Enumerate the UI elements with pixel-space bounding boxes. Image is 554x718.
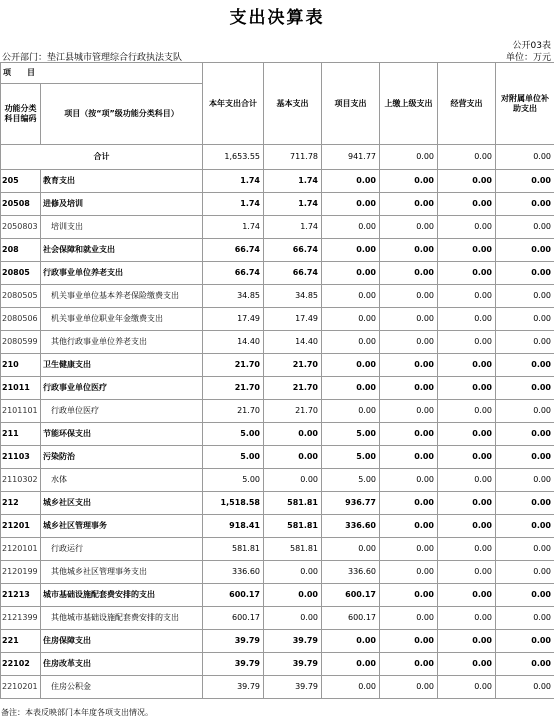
row-code: 20805	[1, 262, 41, 285]
row-value: 0.00	[380, 262, 438, 285]
row-value: 0.00	[496, 331, 554, 354]
table-row	[1, 400, 554, 423]
table-row	[1, 239, 554, 262]
row-value: 0.00	[496, 400, 554, 423]
row-value: 600.17	[322, 584, 380, 607]
row-value: 0.00	[438, 377, 496, 400]
row-value: 0.00	[380, 400, 438, 423]
table-row	[1, 193, 554, 216]
row-name: 城乡社区支出	[41, 492, 203, 515]
row-code: 212	[1, 492, 41, 515]
row-value: 0.00	[380, 538, 438, 561]
row-name: 节能环保支出	[41, 423, 203, 446]
row-code: 21011	[1, 377, 41, 400]
total-value: 711.78	[264, 145, 322, 170]
row-value: 0.00	[496, 285, 554, 308]
row-value: 0.00	[438, 630, 496, 653]
row-code: 221	[1, 630, 41, 653]
table-row	[1, 653, 554, 676]
row-value: 0.00	[438, 262, 496, 285]
row-code: 2120101	[1, 538, 41, 561]
row-value: 0.00	[496, 216, 554, 239]
row-value: 0.00	[496, 308, 554, 331]
row-name: 城市基础设施配套费安排的支出	[41, 584, 203, 607]
row-value: 0.00	[496, 630, 554, 653]
row-value: 0.00	[438, 446, 496, 469]
row-value: 0.00	[264, 469, 322, 492]
row-value: 5.00	[322, 423, 380, 446]
row-code: 205	[1, 170, 41, 193]
row-value: 0.00	[380, 285, 438, 308]
row-value: 0.00	[322, 331, 380, 354]
row-value: 0.00	[380, 469, 438, 492]
header-category: 项 目	[1, 63, 203, 84]
row-value: 600.17	[203, 607, 264, 630]
row-value: 0.00	[496, 354, 554, 377]
row-value: 0.00	[380, 515, 438, 538]
row-value: 0.00	[496, 262, 554, 285]
row-value: 0.00	[496, 170, 554, 193]
row-value: 0.00	[380, 630, 438, 653]
row-value: 0.00	[438, 423, 496, 446]
unit-label: 单位：万元	[506, 50, 551, 63]
row-value: 1.74	[203, 193, 264, 216]
row-value: 21.70	[203, 377, 264, 400]
table-row	[1, 423, 554, 446]
total-value: 0.00	[438, 145, 496, 170]
table-row	[1, 331, 554, 354]
row-value: 0.00	[380, 331, 438, 354]
header-code: 功能分类科目编码	[1, 84, 41, 145]
row-name: 教育支出	[41, 170, 203, 193]
row-code: 21201	[1, 515, 41, 538]
row-value: 66.74	[203, 262, 264, 285]
row-value: 0.00	[322, 653, 380, 676]
form-number: 公开03表	[513, 38, 551, 51]
row-value: 0.00	[322, 239, 380, 262]
row-value: 21.70	[264, 377, 322, 400]
row-value: 0.00	[438, 400, 496, 423]
row-value: 1.74	[264, 216, 322, 239]
row-value: 0.00	[496, 538, 554, 561]
row-value: 936.77	[322, 492, 380, 515]
row-code: 21103	[1, 446, 41, 469]
row-code: 2080599	[1, 331, 41, 354]
row-value: 0.00	[438, 584, 496, 607]
row-value: 0.00	[264, 607, 322, 630]
row-value: 21.70	[203, 400, 264, 423]
row-value: 1.74	[264, 170, 322, 193]
row-value: 39.79	[264, 630, 322, 653]
row-value: 0.00	[438, 354, 496, 377]
row-value: 0.00	[322, 630, 380, 653]
row-value: 0.00	[322, 285, 380, 308]
row-value: 0.00	[264, 584, 322, 607]
row-value: 581.81	[264, 538, 322, 561]
row-value: 0.00	[496, 561, 554, 584]
row-value: 336.60	[322, 561, 380, 584]
row-value: 0.00	[496, 469, 554, 492]
row-value: 66.74	[203, 239, 264, 262]
row-code: 2080505	[1, 285, 41, 308]
row-name: 行政运行	[41, 538, 203, 561]
row-value: 600.17	[203, 584, 264, 607]
row-value: 0.00	[438, 653, 496, 676]
row-value: 0.00	[322, 676, 380, 699]
row-value: 0.00	[380, 308, 438, 331]
row-value: 0.00	[496, 584, 554, 607]
row-value: 34.85	[264, 285, 322, 308]
row-value: 0.00	[438, 492, 496, 515]
table-row	[1, 262, 554, 285]
row-value: 0.00	[264, 561, 322, 584]
row-value: 0.00	[496, 239, 554, 262]
row-value: 39.79	[264, 676, 322, 699]
row-value: 0.00	[380, 653, 438, 676]
row-value: 0.00	[380, 170, 438, 193]
total-label: 合计	[1, 145, 203, 170]
row-value: 0.00	[496, 423, 554, 446]
row-value: 39.79	[203, 630, 264, 653]
row-code: 2101101	[1, 400, 41, 423]
header-name: 项目（按“项”级功能分类科目）	[41, 84, 203, 145]
table-row	[1, 561, 554, 584]
row-name: 城乡社区管理事务	[41, 515, 203, 538]
table-note: 备注：本表反映部门本年度各项支出情况。	[1, 707, 153, 718]
row-code: 20508	[1, 193, 41, 216]
row-value: 0.00	[380, 377, 438, 400]
row-code: 2210201	[1, 676, 41, 699]
row-name: 机关事业单位职业年金缴费支出	[41, 308, 203, 331]
row-code: 21213	[1, 584, 41, 607]
row-value: 66.74	[264, 239, 322, 262]
total-value: 0.00	[380, 145, 438, 170]
table-row	[1, 377, 554, 400]
row-value: 5.00	[322, 469, 380, 492]
header-basic: 基本支出	[264, 63, 322, 145]
row-value: 39.79	[203, 653, 264, 676]
row-value: 0.00	[438, 331, 496, 354]
row-value: 336.60	[203, 561, 264, 584]
row-name: 其他城乡社区管理事务支出	[41, 561, 203, 584]
row-value: 581.81	[203, 538, 264, 561]
row-code: 2050803	[1, 216, 41, 239]
total-value: 0.00	[496, 145, 554, 170]
row-value: 0.00	[322, 400, 380, 423]
header-project: 项目支出	[322, 63, 380, 145]
table-row	[1, 285, 554, 308]
row-name: 住房公积金	[41, 676, 203, 699]
row-value: 581.81	[264, 515, 322, 538]
row-value: 0.00	[496, 193, 554, 216]
row-name: 水体	[41, 469, 203, 492]
row-value: 0.00	[322, 170, 380, 193]
row-value: 34.85	[203, 285, 264, 308]
row-value: 0.00	[438, 538, 496, 561]
row-value: 17.49	[203, 308, 264, 331]
row-value: 1.74	[203, 216, 264, 239]
row-value: 0.00	[380, 492, 438, 515]
header-upper: 上缴上级支出	[380, 63, 438, 145]
table-row	[1, 630, 554, 653]
row-value: 600.17	[322, 607, 380, 630]
row-value: 0.00	[264, 423, 322, 446]
row-value: 21.70	[264, 354, 322, 377]
row-value: 0.00	[322, 216, 380, 239]
row-value: 0.00	[380, 607, 438, 630]
row-value: 1,518.58	[203, 492, 264, 515]
row-value: 5.00	[203, 423, 264, 446]
row-name: 行政单位医疗	[41, 400, 203, 423]
row-value: 0.00	[322, 193, 380, 216]
row-value: 0.00	[380, 676, 438, 699]
row-value: 14.40	[264, 331, 322, 354]
row-value: 581.81	[264, 492, 322, 515]
row-value: 0.00	[380, 423, 438, 446]
total-value: 1,653.55	[203, 145, 264, 170]
row-value: 0.00	[438, 193, 496, 216]
row-value: 0.00	[380, 584, 438, 607]
table-row	[1, 538, 554, 561]
row-name: 社会保障和就业支出	[41, 239, 203, 262]
row-value: 21.70	[203, 354, 264, 377]
row-value: 0.00	[496, 607, 554, 630]
row-value: 0.00	[438, 170, 496, 193]
row-value: 0.00	[496, 515, 554, 538]
page-title: 支出决算表	[0, 3, 554, 28]
row-value: 0.00	[322, 377, 380, 400]
row-value: 0.00	[322, 308, 380, 331]
table-row	[1, 170, 554, 193]
row-value: 0.00	[496, 676, 554, 699]
row-code: 211	[1, 423, 41, 446]
row-value: 0.00	[496, 492, 554, 515]
header-total: 本年支出合计	[203, 63, 264, 145]
table-row	[1, 354, 554, 377]
row-name: 行政事业单位养老支出	[41, 262, 203, 285]
row-value: 0.00	[438, 676, 496, 699]
row-value: 5.00	[322, 446, 380, 469]
table-row	[1, 308, 554, 331]
row-value: 0.00	[438, 515, 496, 538]
table-row	[1, 469, 554, 492]
row-value: 0.00	[438, 216, 496, 239]
row-value: 0.00	[438, 308, 496, 331]
row-value: 918.41	[203, 515, 264, 538]
row-name: 住房保障支出	[41, 630, 203, 653]
total-value: 941.77	[322, 145, 380, 170]
table-row	[1, 492, 554, 515]
row-code: 2121399	[1, 607, 41, 630]
row-name: 其他行政事业单位养老支出	[41, 331, 203, 354]
row-code: 22102	[1, 653, 41, 676]
total-row	[1, 145, 554, 170]
row-value: 0.00	[438, 607, 496, 630]
row-value: 0.00	[322, 354, 380, 377]
row-name: 培训支出	[41, 216, 203, 239]
table-row	[1, 676, 554, 699]
expenditure-table	[0, 62, 554, 699]
table-row	[1, 515, 554, 538]
row-value: 1.74	[203, 170, 264, 193]
row-value: 0.00	[496, 377, 554, 400]
row-value: 0.00	[380, 239, 438, 262]
table-row	[1, 446, 554, 469]
row-value: 0.00	[496, 653, 554, 676]
row-value: 0.00	[322, 262, 380, 285]
row-value: 0.00	[438, 561, 496, 584]
row-code: 2110302	[1, 469, 41, 492]
row-name: 污染防治	[41, 446, 203, 469]
table-row	[1, 584, 554, 607]
row-name: 卫生健康支出	[41, 354, 203, 377]
row-value: 39.79	[264, 653, 322, 676]
row-code: 2080506	[1, 308, 41, 331]
header-subsidy: 对附属单位补助支出	[496, 63, 554, 145]
row-name: 机关事业单位基本养老保险缴费支出	[41, 285, 203, 308]
row-code: 210	[1, 354, 41, 377]
row-value: 0.00	[438, 285, 496, 308]
row-value: 5.00	[203, 469, 264, 492]
row-value: 0.00	[380, 216, 438, 239]
row-value: 0.00	[322, 538, 380, 561]
row-name: 行政事业单位医疗	[41, 377, 203, 400]
row-value: 0.00	[380, 561, 438, 584]
header-business: 经营支出	[438, 63, 496, 145]
row-value: 0.00	[380, 446, 438, 469]
row-value: 0.00	[438, 239, 496, 262]
row-name: 住房改革支出	[41, 653, 203, 676]
department-label: 公开部门：垫江县城市管理综合行政执法支队	[2, 50, 182, 63]
row-value: 0.00	[380, 354, 438, 377]
table-row	[1, 607, 554, 630]
row-code: 2120199	[1, 561, 41, 584]
row-value: 17.49	[264, 308, 322, 331]
row-value: 0.00	[380, 193, 438, 216]
row-name: 进修及培训	[41, 193, 203, 216]
row-value: 0.00	[264, 446, 322, 469]
row-value: 5.00	[203, 446, 264, 469]
row-value: 66.74	[264, 262, 322, 285]
row-value: 14.40	[203, 331, 264, 354]
table-row	[1, 216, 554, 239]
row-code: 208	[1, 239, 41, 262]
row-name: 其他城市基础设施配套费安排的支出	[41, 607, 203, 630]
row-value: 1.74	[264, 193, 322, 216]
row-value: 39.79	[203, 676, 264, 699]
row-value: 21.70	[264, 400, 322, 423]
row-value: 0.00	[438, 469, 496, 492]
row-value: 0.00	[496, 446, 554, 469]
row-value: 336.60	[322, 515, 380, 538]
